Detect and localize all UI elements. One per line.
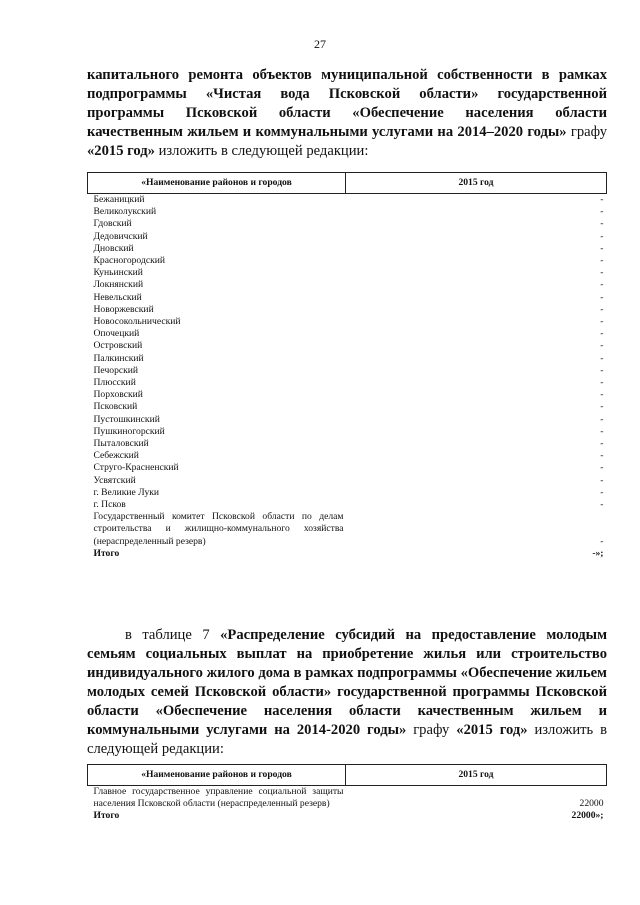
table-row [88,401,607,413]
intro-paragraph [87,66,607,161]
intro-col-name: «2015 год» [87,143,155,159]
header-district-name: «Наименование районов и городов [88,765,346,786]
row-name: Пыталовский [93,438,149,450]
second-bold-text: «Распределение субсидий на предоставление молодым семьям социальных выплат на приобретение жилья или строительство индивидуального жилого дома в рамках подпрограммы «Обеспечение жильем молодых семей Псковской области» государственной программы Псковской области «Обеспечение населения области качественным жильем и коммунальными услугами на 2014-2020 годы» [87,627,608,738]
second-text-after-col: изложить в следующей редакции: [87,722,608,757]
table-row [88,255,607,267]
row-name: г. Псков [93,499,126,511]
row-value: - [600,255,604,267]
row-value: - [600,401,604,413]
table-row [88,328,607,340]
row-value: - [600,535,604,547]
row-value: - [600,474,604,486]
intro-bold-text: капитального ремонта объектов муниципальной собственности в рамках подпрограммы «Чистая вода Псковской области» государственной программы Псковской области «Обеспечение населения области качественным жильем и коммунальными услугами на 2014–2020 годы» [87,67,607,140]
row-name: Усвятский [93,474,136,486]
row-name: Себежский [93,450,139,462]
second-col-name: «2015 год» [456,722,528,738]
row-value: - [600,303,604,315]
row-name: Островский [93,340,143,352]
row-value: - [600,242,604,254]
table-row [88,462,607,474]
row-name: Плюсский [93,377,136,389]
table-row [88,231,607,243]
row-value: - [600,316,604,328]
row-name: Опочецкий [93,328,140,340]
table-row [88,353,607,365]
row-value: - [600,206,604,218]
table-row [88,487,607,499]
row-name: Псковский [93,401,138,413]
row-value: - [600,218,604,230]
table-row [88,377,607,389]
row-name: Новоржевский [93,303,154,315]
second-text-before: в таблице 7 [125,627,221,643]
table-districts-2015 [87,172,607,560]
row-name: Великолукский [93,206,157,218]
table-row [88,414,607,426]
row-name: Государственный комитет Псковской области по делам строительства и жилищно-коммунального хозяйства (нераспределенный резерв) [93,511,344,547]
table-row [88,194,607,207]
row-value: - [600,389,604,401]
table-row [88,279,607,291]
row-value: - [600,328,604,340]
table-row [88,316,607,328]
table-row [88,206,607,218]
row-name: Куньинский [93,267,143,279]
row-value: - [600,438,604,450]
row-name: г. Великие Луки [93,486,160,498]
table-body [88,194,607,561]
total-value: 22000»; [571,810,604,822]
row-name: Порховский [93,389,143,401]
row-name: Гдовский [93,218,132,230]
table-row [88,304,607,316]
table-row [88,499,607,511]
row-value: - [600,364,604,376]
table-row [88,426,607,438]
row-name: Дновский [93,242,134,254]
row-value: - [600,377,604,389]
total-label: Итого [93,810,120,822]
table-row [88,475,607,487]
row-name: Пустошкинский [93,413,160,425]
row-value: 22000 [579,798,604,810]
row-name: Дедовичский [93,230,148,242]
total-label: Итого [93,547,120,559]
row-name: Невельский [93,291,142,303]
row-value: - [600,462,604,474]
row-value: - [600,450,604,462]
table-row [88,450,607,462]
table-header-row [88,173,607,194]
header-year-2015: 2015 год [346,765,607,786]
page-number: 27 [314,37,326,51]
row-name: Палкинский [93,352,144,364]
row-name: Главное государственное управление социальной защиты населения Псковской области (нераспределенный резерв) [93,786,344,810]
table-row [88,267,607,279]
table-row [88,786,607,811]
row-name: Красногородский [93,255,166,267]
header-year-2015: 2015 год [346,173,607,194]
row-value: - [600,194,604,205]
table-young-families-2015 [87,764,607,823]
table-row [88,438,607,450]
row-value: - [600,279,604,291]
table-row [88,365,607,377]
row-value: - [600,425,604,437]
total-row [88,810,607,822]
row-value: - [600,291,604,303]
row-name: Струго-Красненский [93,462,179,474]
intro-text-after-col: изложить в следующей редакции: [154,143,369,159]
header-district-name: «Наименование районов и городов [88,173,346,194]
table-body [88,786,607,823]
row-value: - [600,486,604,498]
intro-text-before-col: графу [566,124,607,140]
row-value: - [600,340,604,352]
row-value: - [600,499,604,511]
total-value: -»; [592,547,604,559]
second-text-before-col: графу [406,722,457,738]
table-row [88,243,607,255]
row-name: Печорский [93,364,139,376]
table-row [88,511,607,548]
row-name: Бежаницкий [93,194,145,205]
row-name: Локнянский [93,279,144,291]
table-row [88,389,607,401]
row-value: - [600,230,604,242]
table-row [88,340,607,352]
second-paragraph [87,626,607,759]
row-value: - [600,267,604,279]
table-header-row [88,765,607,786]
table-row [88,218,607,230]
total-row [88,548,607,560]
row-name: Пушкиногорский [93,425,165,437]
table-row [88,292,607,304]
row-name: Новосокольнический [93,316,181,328]
row-value: - [600,352,604,364]
row-value: - [600,413,604,425]
